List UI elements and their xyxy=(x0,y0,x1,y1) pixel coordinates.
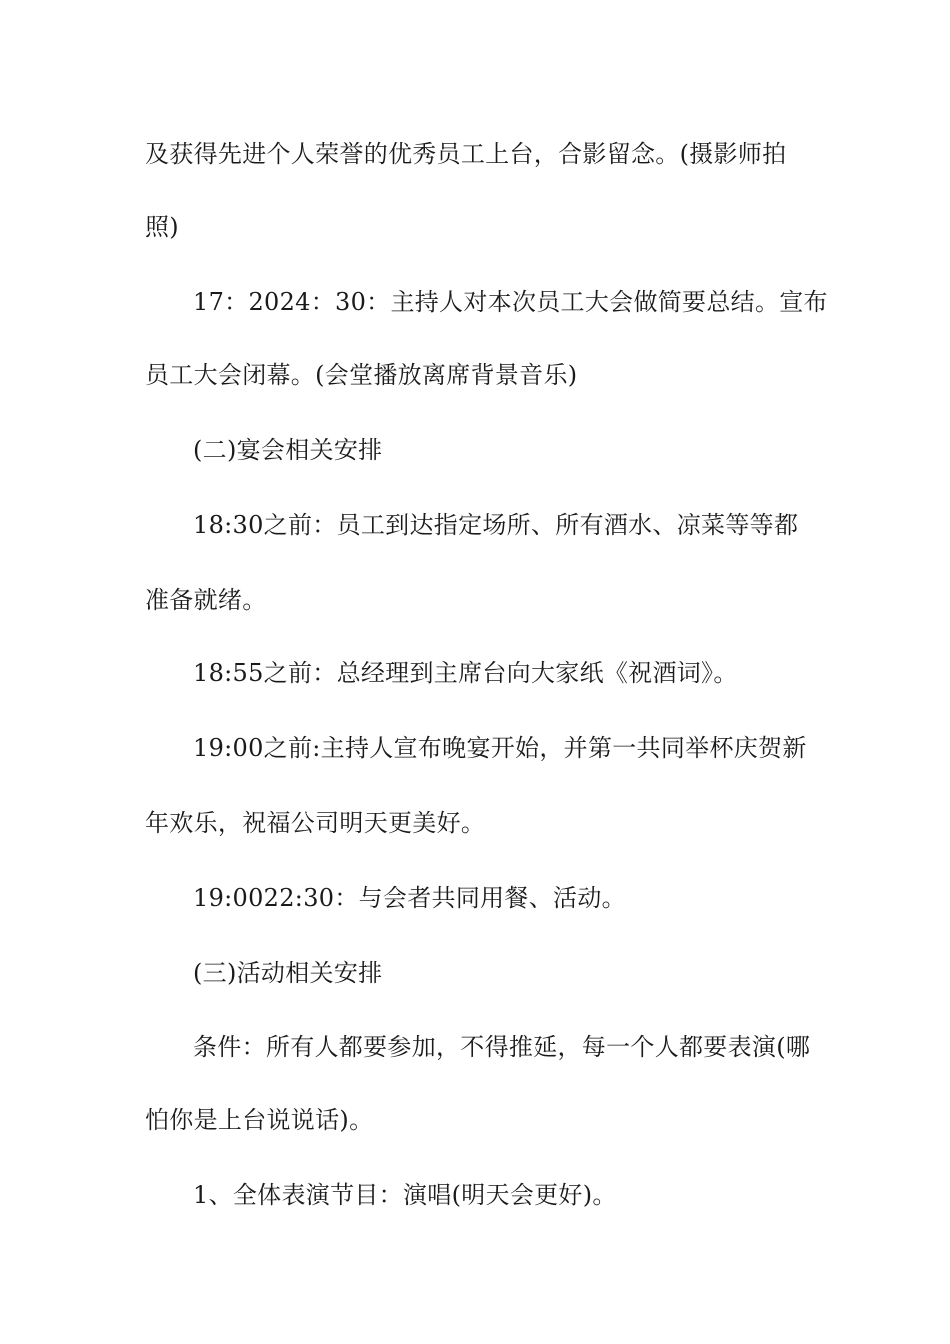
text-line-3: 17：2024：30：主持人对本次员工大会做简要总结。宣布 xyxy=(193,288,828,316)
text-line-15: 1、全体表演节目：演唱(明天会更好)。 xyxy=(193,1181,617,1209)
text-line-7: 准备就绪。 xyxy=(145,586,267,614)
section-heading-banquet: (二)宴会相关安排 xyxy=(193,436,383,464)
text-line-11: 19:0022:30：与会者共同用餐、活动。 xyxy=(193,884,626,912)
text-line-6: 18:30之前：员工到达指定场所、所有酒水、凉菜等等都 xyxy=(193,511,799,539)
text-line-9: 19:00之前:主持人宣布晚宴开始，并第一共同举杯庆贺新 xyxy=(193,734,807,762)
text-line-14: 怕你是上台说说话)。 xyxy=(145,1106,374,1134)
text-line-8: 18:55之前：总经理到主席台向大家纸《祝酒词》。 xyxy=(193,659,738,687)
text-line-10: 年欢乐，祝福公司明天更美好。 xyxy=(145,809,486,837)
text-line-1: 及获得先进个人荣誉的优秀员工上台，合影留念。(摄影师拍 xyxy=(145,140,787,168)
text-line-4: 员工大会闭幕。(会堂播放离席背景音乐) xyxy=(145,361,578,389)
section-heading-activities: (三)活动相关安排 xyxy=(193,959,383,987)
text-line-2: 照) xyxy=(145,213,179,241)
text-line-13: 条件：所有人都要参加，不得推延，每一个人都要表演(哪 xyxy=(193,1033,811,1061)
